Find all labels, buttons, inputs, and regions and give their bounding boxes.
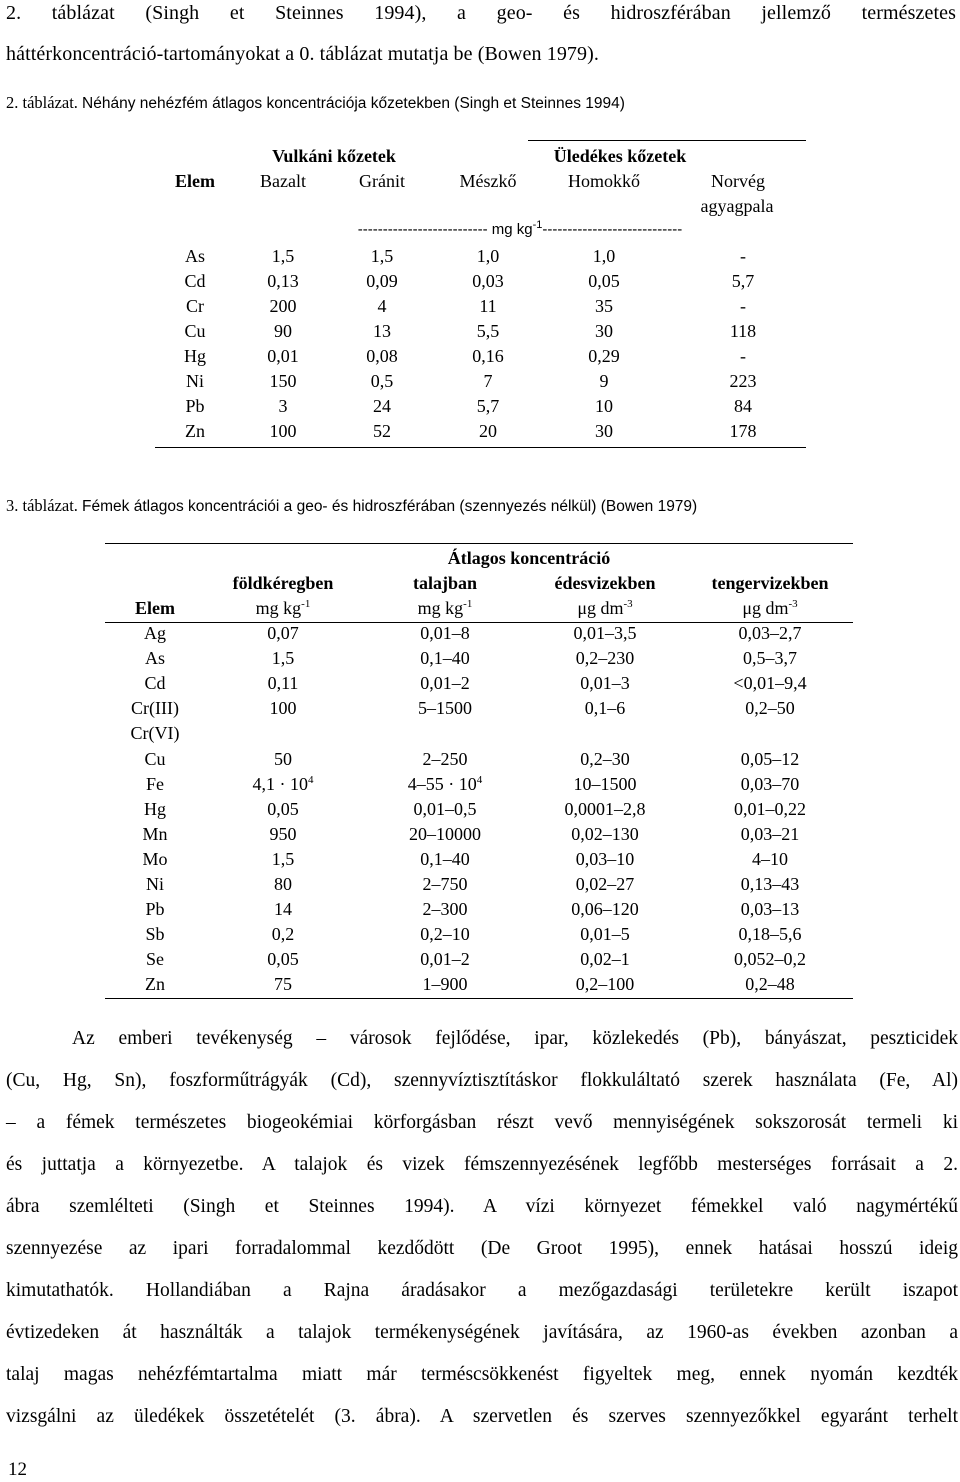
table2-row-element: Cd [184, 271, 206, 291]
table2-cell: 11 [479, 296, 497, 316]
table2-cell: 10 [595, 396, 613, 416]
table3-col-edesviz: édesvizekben [554, 573, 656, 593]
table3-cell: 0,06–120 [571, 899, 639, 920]
table3-cell: 1–900 [422, 974, 468, 995]
table3-cell: 0,1–6 [584, 698, 626, 719]
table2-cell: 150 [269, 371, 297, 391]
table3-cell: 0,01–0,5 [413, 798, 477, 819]
table3-cell: 14 [274, 899, 292, 920]
body-line: évtizedeken át használták a talajok termékenységének javítására, az 1960-as években azonban a [6, 1322, 958, 1343]
body-line: ábra szemlélteti (Singh et Steinnes 1994). A vízi környezet fémekkel való nagymértékű [6, 1196, 958, 1217]
table2-cell: 84 [734, 396, 752, 416]
table2-cell: 0,08 [366, 346, 398, 366]
body-line: szennyezése az ipari forradalommal kezdődött (De Groot 1995), ennek hatásai hosszú ideig [6, 1238, 958, 1259]
table2-cell: - [740, 346, 746, 366]
table2-unit-sup: -1 [532, 219, 543, 231]
table3-cell: 0,05 [267, 949, 299, 970]
table2-col-homokko: Homokkő [568, 171, 640, 191]
table3-cell: 0,5–3,7 [743, 648, 797, 669]
table3-cell: 2–300 [422, 899, 468, 920]
table3-cell: 0,01–5 [580, 924, 630, 945]
table3-cell: 4–10 [752, 848, 788, 869]
table2-cell: 13 [373, 321, 391, 341]
table3-row-element: Cr(III) [131, 698, 179, 719]
table3-cell: 0,2–50 [745, 698, 795, 719]
table3-cell: $4,1 \cdot 10^4$ [252, 773, 314, 794]
table3-cell: 0,01–3 [580, 673, 630, 694]
table2-cell: 20 [479, 421, 497, 441]
table3-cell: 0,052–0,2 [734, 949, 806, 970]
table2-cell: - [740, 296, 746, 316]
table2-cell: 30 [595, 321, 613, 341]
table2-row-element: Cr [186, 296, 204, 316]
table3-cell: 80 [274, 874, 292, 894]
table3-cell: 0,07 [267, 623, 299, 643]
exponent: 4 [308, 773, 314, 786]
table2-cell: 1,5 [271, 246, 295, 266]
table3-group-header: Átlagos koncentráció [447, 548, 611, 568]
table3-top-rule [105, 543, 853, 544]
table3-row-element: Hg [144, 798, 166, 819]
table3-cell: <0,01–9,4 [733, 673, 807, 694]
table3-cell: 0,03–70 [740, 773, 800, 794]
table2-cell: 24 [373, 396, 391, 416]
table3-row-element: Cd [144, 673, 166, 694]
table2-cell: 0,03 [472, 271, 504, 291]
table2-cell: 1,0 [476, 246, 500, 266]
table3-cell: 0,02–130 [571, 823, 639, 844]
table2-cell: 118 [729, 321, 757, 341]
table2-cell: 0,5 [370, 371, 394, 391]
table3-col-talaj: talajban [412, 573, 478, 593]
table2-cell: - [740, 246, 746, 266]
table3-cell: 0,1–40 [420, 848, 470, 869]
table2-col-meszko: Mészkő [459, 171, 517, 191]
table2-cell: 3 [278, 396, 288, 416]
table3-caption-text: Fémek átlagos koncentrációi a geo- és hidroszférában (szennyezés nélkül) (Bowen 1979) [82, 498, 698, 515]
table2-unit-row [358, 221, 683, 238]
table3-row-element: Ni [146, 874, 164, 894]
table3-cell: 0,03–10 [575, 848, 635, 869]
table2-cell: 0,13 [267, 271, 299, 291]
table3-row-element: Pb [145, 899, 165, 920]
table2-row-element: Cu [184, 321, 206, 341]
body-paragraph [6, 1018, 958, 1438]
table3-cell: 0,2–100 [575, 974, 635, 995]
table2-col-norveg-2: agyagpala [700, 196, 774, 216]
table3-unit-0: mg $kg^{-1}$ [255, 598, 311, 618]
table3-col-elem: Elem [135, 598, 175, 618]
body-line: vizsgálni az üledékek összetételét (3. ábra). A szervetlen és szerves szennyezőkkel egyaránt terhelt [6, 1406, 958, 1427]
table3-row-element: Zn [145, 974, 165, 995]
table3-cell: 75 [274, 974, 292, 995]
table3-cell: 0,02–27 [575, 874, 635, 894]
table3-cell: 0,1–40 [420, 648, 470, 669]
table2-row-element: Zn [185, 421, 205, 441]
table2-caption [6, 93, 625, 113]
table2-cell: 0,05 [588, 271, 620, 291]
table3-cell: 0,2–10 [420, 924, 470, 945]
table3-row-element: Ag [144, 623, 166, 643]
table2-cell: 90 [274, 321, 292, 341]
table3-unit-1: mg $kg^{-1}$ [417, 598, 473, 618]
table3-cell: 0,01–2 [420, 949, 470, 970]
table3-col-foldkereg: földkéregben [232, 573, 334, 593]
table2-cell: 100 [269, 421, 297, 441]
table2-col-granit: Gránit [359, 171, 405, 191]
table2-cell: 178 [729, 421, 757, 441]
body-line: kimutathatók. Hollandiában a Rajna áradásakor a mezőgazdasági területekre került iszapot [6, 1280, 958, 1301]
table3-cell: 0,2–230 [575, 648, 635, 669]
table2-bottom-rule [155, 447, 806, 448]
page-number: 12 [8, 1459, 27, 1480]
table2-cell: 35 [595, 296, 613, 316]
table3-unit-2: μg $dm^{-3}$ [577, 598, 633, 618]
table2-unit-left: -------------------------- mg kg [357, 221, 533, 238]
table2-row-element: Hg [184, 346, 206, 366]
table2-cell: 0,29 [588, 346, 620, 366]
table3-cell: 20–10000 [409, 823, 481, 844]
body-line: Az emberi tevékenység – városok fejlődése, ipar, közlekedés (Pb), bányászat, peszticidek [72, 1028, 958, 1049]
table2-cell: 5,7 [731, 271, 755, 291]
table3-cell: 1,5 [271, 848, 295, 869]
table3-row-element: Fe [146, 773, 164, 794]
table3-cell: 0,0001–2,8 [564, 798, 646, 819]
table2-col-norveg: Norvég [711, 171, 765, 191]
intro-line-2: háttérkoncentráció-tartományokat a 0. táblázat mutatja be (Bowen 1979). [6, 43, 599, 65]
table3-cell: 0,02–1 [580, 949, 630, 970]
table3-cell: 950 [269, 823, 297, 844]
table2-cell: 5,5 [476, 321, 500, 341]
table3-col-tengerviz: tengervizekben [711, 573, 829, 593]
table2-cell: 52 [373, 421, 391, 441]
body-line: (Cu, Hg, Sn), foszforműtrágyák (Cd), szennyvíztisztításkor flokkuláltató szerek használata (Fe, Al) [6, 1070, 958, 1091]
table3-cell: 0,2 [271, 924, 295, 945]
table3-cell: 0,18–5,6 [738, 924, 802, 945]
table3-caption-label: 3. táblázat. [6, 496, 78, 515]
table3-cell: 0,11 [267, 673, 299, 694]
table3-cell: 10–1500 [573, 773, 637, 794]
table3-row-element: Sb [145, 924, 165, 945]
table2-cell: 1,5 [370, 246, 394, 266]
body-line: talaj magas nehézfémtartalma miatt már terméscsökkenést figyeltek meg, ennek nyomán kezdték [6, 1364, 958, 1385]
table3-cell: 0,01–8 [420, 623, 470, 643]
table3-row-element: Cr(VI) [130, 723, 180, 744]
table2-col-bazalt: Bazalt [260, 171, 306, 191]
table3-cell: 0,2–30 [580, 748, 630, 769]
table2-cell: 200 [269, 296, 297, 316]
table2-row-element: Ni [186, 371, 204, 391]
table2-unit-right: ---------------------------- [542, 221, 683, 238]
table2-cell: 4 [377, 296, 387, 316]
table3-cell: 0,03–13 [740, 899, 800, 920]
table2-top-rule-right [528, 140, 806, 141]
table3-caption [6, 496, 697, 516]
table3-cell: 0,01–2 [420, 673, 470, 694]
table2-row-element: As [184, 246, 206, 266]
table2-cell: 0,01 [267, 346, 299, 366]
table3-cell: 0,01–3,5 [573, 623, 637, 643]
table2-group-volcanic: Vulkáni kőzetek [272, 146, 396, 166]
table2-cell: 0,09 [366, 271, 398, 291]
table3-cell: 2–750 [422, 874, 468, 894]
table3-cell: $4-55 \cdot 10^4$ [407, 773, 483, 794]
table2-cell: 7 [483, 371, 493, 391]
table3-row-element: As [144, 648, 166, 669]
table3-cell: 0,03–2,7 [738, 623, 802, 643]
table2-cell: 223 [729, 371, 757, 391]
body-line: és juttatja a környezetbe. A talajok és vizek fémszennyezésének legfőbb mesterséges forrásait a 2. [6, 1154, 958, 1175]
table3-cell: 0,01–0,22 [734, 798, 806, 819]
table3-cell: 2–250 [422, 748, 468, 769]
table3-cell: 50 [274, 748, 292, 769]
table3-row-element: Cu [144, 748, 166, 769]
table2-col-elem: Elem [175, 171, 215, 191]
table3-cell: 100 [269, 698, 297, 719]
table3-cell: 1,5 [271, 648, 295, 669]
intro-line-1: 2. táblázat (Singh et Steinnes 1994), a geo- és hidroszférában jellemző természetes [6, 2, 956, 24]
table2-caption-label: 2. táblázat. [6, 93, 78, 112]
table3-bottom-rule [105, 998, 853, 999]
table3-unit-3: μg $dm^{-3}$ [742, 598, 798, 618]
table2-caption-text: Néhány nehézfém átlagos koncentrációja kőzetekben (Singh et Steinnes 1994) [82, 95, 625, 112]
body-line: – a fémek természetes biogeokémiai körforgásban részt vevő mennyiségének sokszorosát termeli ki [6, 1112, 958, 1133]
table3-row-element: Mo [142, 848, 168, 869]
table3-cell: 5–1500 [418, 698, 472, 719]
exponent: 4 [476, 773, 483, 786]
table3-row-element: Se [146, 949, 164, 970]
table3-cell: 0,05 [267, 798, 299, 819]
table2-cell: 5,7 [476, 396, 500, 416]
table2-cell: 30 [595, 421, 613, 441]
table3-cell: 0,03–21 [740, 823, 800, 844]
table2-row-element: Pb [185, 396, 205, 416]
table3-cell: 0,13–43 [740, 874, 800, 894]
table3-row-element: Mn [142, 823, 168, 844]
table2-cell: 1,0 [592, 246, 616, 266]
table2-group-sediment: Üledékes kőzetek [553, 146, 687, 166]
table3-cell: 0,05–12 [740, 748, 800, 769]
table3-cell: 0,2–48 [745, 974, 795, 995]
table2-cell: 9 [599, 371, 609, 391]
table2-cell: 0,16 [472, 346, 504, 366]
